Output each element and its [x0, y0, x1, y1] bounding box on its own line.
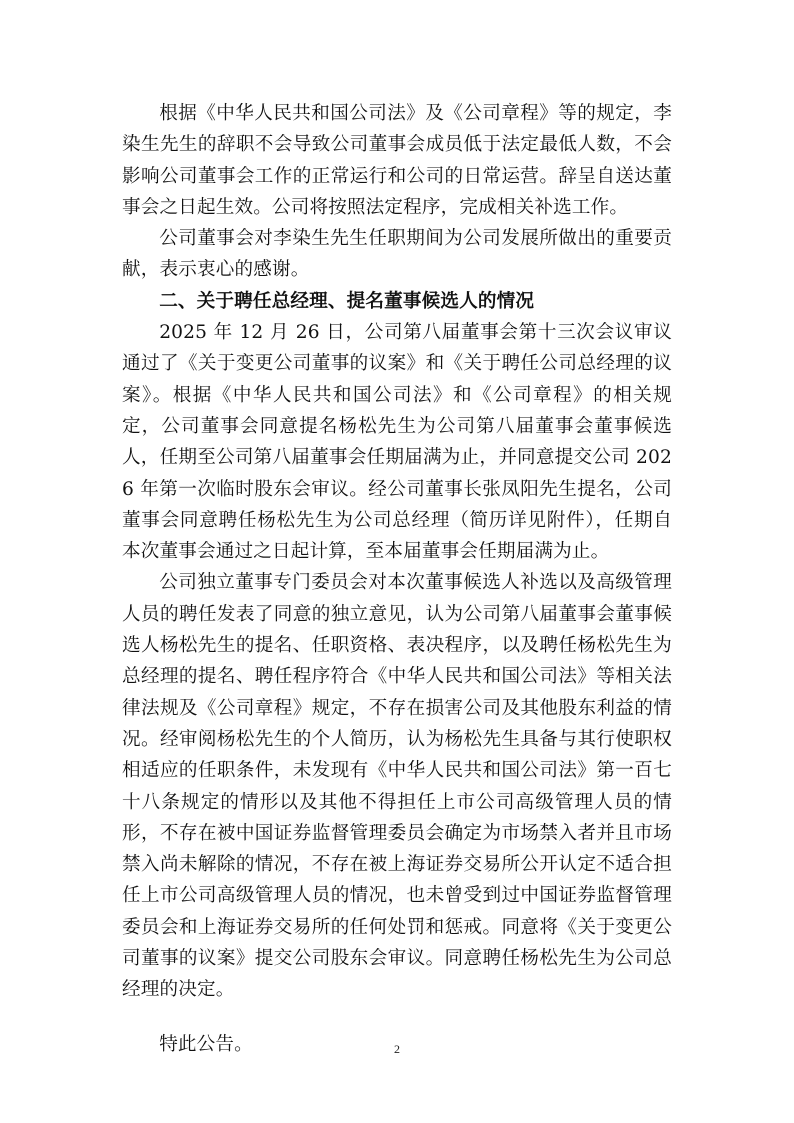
document-body	[122, 98, 672, 1060]
paragraph-resignation-effect: 根据《中华人民共和国公司法》及《公司章程》等的规定，李染生先生的辞职不会导致公司董事会成员低于法定最低人数，不会影响公司董事会工作的正常运行和公司的日常运营。辞呈自送达董事会之日起生效。公司将按照法定程序，完成相关补选工作。	[122, 103, 672, 218]
closing-statement: 特此公告。	[159, 1033, 253, 1055]
paragraph-thanks: 公司董事会对李染生先生任职期间为公司发展所做出的重要贡献，表示衷心的感谢。	[122, 228, 672, 281]
section-heading: 二、关于聘任总经理、提名董事候选人的情况	[159, 290, 535, 312]
paragraph-appointment: 2025 年 12 月 26 日，公司第八届董事会第十三次会议审议通过了《关于变更公司董事的议案》和《关于聘任公司总经理的议案》。根据《中华人民共和国公司法》和《公司章程》的相关规定，公司董事会同意提名杨松先生为公司第八届董事会董事候选人，任期至公司第八届董事会任期届满为止，并同意提交公司 2026 年第一次临时股东会审议。经公司董事长张凤阳先生提名，公司董事会同意聘任杨松先生为公司总经理（简历详见附件），任期自本次董事会通过之日起计算，至本届董事会任期届满为止。	[122, 322, 672, 563]
paragraph-independent-opinion: 公司独立董事专门委员会对本次董事候选人补选以及高级管理人员的聘任发表了同意的独立意见，认为公司第八届董事会董事候选人杨松先生的提名、任职资格、表决程序，以及聘任杨松先生为总经理的提名、聘任程序符合《中华人民共和国公司法》等相关法律法规及《公司章程》规定，不存在损害公司及其他股东利益的情况。经审阅杨松先生的个人简历，认为杨松先生具备与其行使职权相适应的任职条件，未发现有《中华人民共和国公司法》第一百七十八条规定的情形以及其他不得担任上市公司高级管理人员的情形，不存在被中国证券监督管理委员会确定为市场禁入者并且市场禁入尚未解除的情况，不存在被上海证券交易所公开认定不适合担任上市公司高级管理人员的情况，也未曾受到过中国证券监督管理委员会和上海证券交易所的任何处罚和惩戒。同意将《关于变更公司董事的议案》提交公司股东会审议。同意聘任杨松先生为公司总经理的决定。	[122, 572, 672, 1001]
page-number: 2	[394, 1042, 400, 1056]
